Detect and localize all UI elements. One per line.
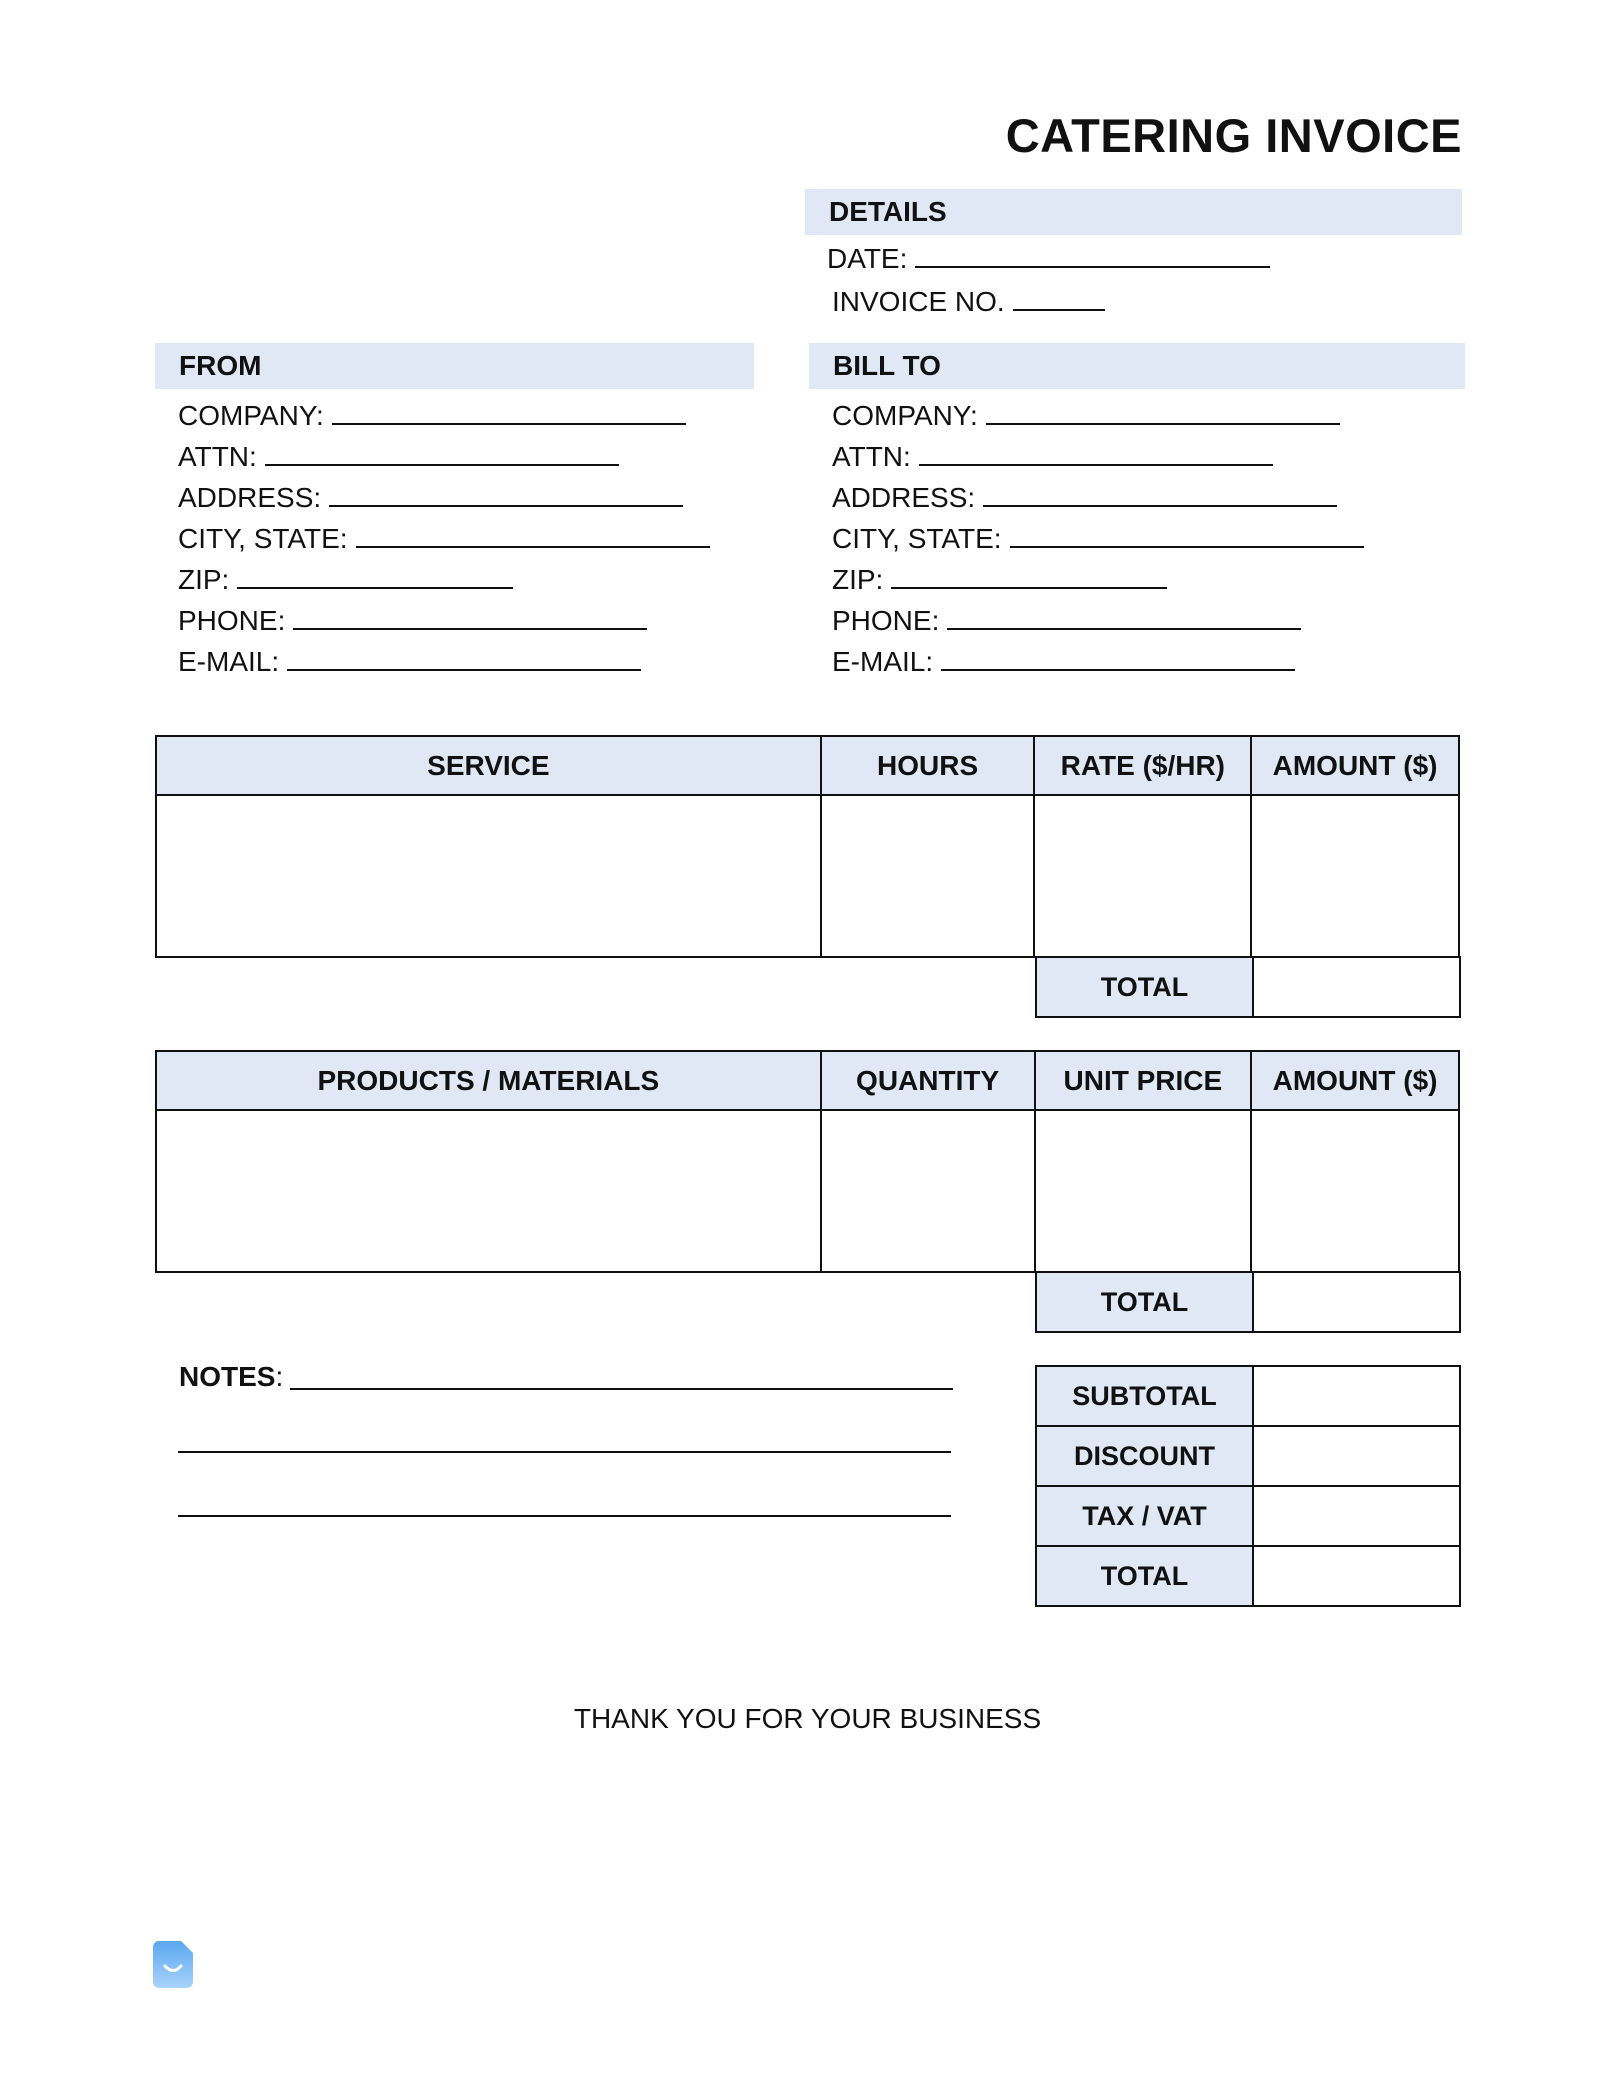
quantity-cell[interactable] bbox=[821, 1110, 1035, 1272]
details-header: DETAILS bbox=[805, 189, 1462, 235]
summary-total-row bbox=[1036, 1546, 1460, 1606]
bill-zip-line[interactable] bbox=[891, 559, 1167, 589]
from-address-label: ADDRESS: bbox=[178, 482, 322, 513]
from-zip-field bbox=[178, 559, 513, 599]
from-email-label: E-MAIL: bbox=[178, 646, 280, 677]
bill-attn-field bbox=[832, 436, 1273, 476]
from-phone-line[interactable] bbox=[293, 600, 647, 630]
products-table bbox=[155, 1050, 1460, 1273]
bill-email-field bbox=[832, 641, 1295, 681]
summary-discount-row bbox=[1036, 1426, 1460, 1486]
col-rate: RATE ($/HR) bbox=[1034, 736, 1251, 795]
service-total-label: TOTAL bbox=[1036, 957, 1253, 1017]
from-zip-line[interactable] bbox=[237, 559, 513, 589]
products-total-table bbox=[1035, 1271, 1461, 1333]
service-table bbox=[155, 735, 1460, 958]
col-products: PRODUCTS / MATERIALS bbox=[156, 1051, 821, 1110]
date-input-line[interactable] bbox=[915, 238, 1270, 268]
invoice-no-field bbox=[832, 281, 1105, 321]
bill-city-state-line[interactable] bbox=[1010, 518, 1364, 548]
from-phone-label: PHONE: bbox=[178, 605, 286, 636]
from-address-field bbox=[178, 477, 683, 517]
bill-address-line[interactable] bbox=[983, 477, 1337, 507]
from-phone-field bbox=[178, 600, 647, 640]
subtotal-value[interactable] bbox=[1253, 1366, 1460, 1426]
invoice-title: CATERING INVOICE bbox=[1005, 109, 1462, 162]
unit-price-cell[interactable] bbox=[1035, 1110, 1252, 1272]
products-cell[interactable] bbox=[156, 1110, 821, 1272]
tax-vat-label: TAX / VAT bbox=[1036, 1486, 1253, 1546]
from-company-field bbox=[178, 395, 686, 435]
discount-value[interactable] bbox=[1253, 1426, 1460, 1486]
summary-subtotal-row bbox=[1036, 1366, 1460, 1426]
col-hours: HOURS bbox=[821, 736, 1035, 795]
products-total-row bbox=[1036, 1272, 1460, 1332]
col-unit-price: UNIT PRICE bbox=[1035, 1051, 1252, 1110]
from-city-state-field bbox=[178, 518, 710, 558]
products-total-value[interactable] bbox=[1253, 1272, 1460, 1332]
notes-label-wrap bbox=[179, 1357, 283, 1397]
grand-total-label: TOTAL bbox=[1036, 1546, 1253, 1606]
from-header: FROM bbox=[155, 343, 754, 389]
notes-line-3[interactable] bbox=[178, 1515, 951, 1517]
summary-table bbox=[1035, 1365, 1461, 1607]
from-zip-label: ZIP: bbox=[178, 564, 230, 595]
grand-total-value[interactable] bbox=[1253, 1546, 1460, 1606]
bill-city-state-field bbox=[832, 518, 1364, 558]
service-body-row bbox=[156, 795, 1459, 957]
from-address-line[interactable] bbox=[329, 477, 683, 507]
service-total-row bbox=[1036, 957, 1460, 1017]
invoice-no-label: INVOICE NO. bbox=[832, 286, 1005, 317]
notes-line-1[interactable] bbox=[290, 1388, 953, 1390]
bill-zip-label: ZIP: bbox=[832, 564, 884, 595]
bill-company-label: COMPANY: bbox=[832, 400, 978, 431]
footer-thanks: THANK YOU FOR YOUR BUSINESS bbox=[573, 1703, 1042, 1734]
service-total-value[interactable] bbox=[1253, 957, 1460, 1017]
discount-label: DISCOUNT bbox=[1036, 1426, 1253, 1486]
bill-address-field bbox=[832, 477, 1337, 517]
hours-cell[interactable] bbox=[821, 795, 1035, 957]
col-quantity: QUANTITY bbox=[821, 1051, 1035, 1110]
bill-phone-field bbox=[832, 600, 1301, 640]
amount-cell[interactable] bbox=[1251, 795, 1459, 957]
bill-attn-line[interactable] bbox=[919, 436, 1273, 466]
rate-cell[interactable] bbox=[1034, 795, 1251, 957]
from-company-label: COMPANY: bbox=[178, 400, 324, 431]
notes-colon: : bbox=[275, 1361, 284, 1392]
service-cell[interactable] bbox=[156, 795, 821, 957]
col-products-amount: AMOUNT ($) bbox=[1251, 1051, 1459, 1110]
products-total-label: TOTAL bbox=[1036, 1272, 1253, 1332]
bill-phone-line[interactable] bbox=[947, 600, 1301, 630]
bill-company-field bbox=[832, 395, 1340, 435]
service-header-row bbox=[156, 736, 1459, 795]
bill-attn-label: ATTN: bbox=[832, 441, 911, 472]
bill-address-label: ADDRESS: bbox=[832, 482, 976, 513]
from-city-state-label: CITY, STATE: bbox=[178, 523, 348, 554]
bill-email-label: E-MAIL: bbox=[832, 646, 934, 677]
date-label: DATE: bbox=[827, 243, 908, 274]
bill-to-header: BILL TO bbox=[809, 343, 1465, 389]
bill-company-line[interactable] bbox=[986, 395, 1340, 425]
subtotal-label: SUBTOTAL bbox=[1036, 1366, 1253, 1426]
notes-line-2[interactable] bbox=[178, 1451, 951, 1453]
products-amount-cell[interactable] bbox=[1251, 1110, 1459, 1272]
from-attn-field bbox=[178, 436, 619, 476]
invoice-no-input-line[interactable] bbox=[1013, 281, 1105, 311]
col-amount: AMOUNT ($) bbox=[1251, 736, 1459, 795]
from-city-state-line[interactable] bbox=[356, 518, 710, 548]
tax-vat-value[interactable] bbox=[1253, 1486, 1460, 1546]
from-attn-label: ATTN: bbox=[178, 441, 257, 472]
date-field bbox=[827, 238, 1270, 278]
from-company-line[interactable] bbox=[332, 395, 686, 425]
from-email-field bbox=[178, 641, 641, 681]
notes-label: NOTES bbox=[179, 1361, 276, 1392]
bill-city-state-label: CITY, STATE: bbox=[832, 523, 1002, 554]
bill-zip-field bbox=[832, 559, 1167, 599]
col-service: SERVICE bbox=[156, 736, 821, 795]
document-smile-icon bbox=[153, 1941, 193, 1988]
service-total-table bbox=[1035, 956, 1461, 1018]
from-attn-line[interactable] bbox=[265, 436, 619, 466]
products-header-row bbox=[156, 1051, 1459, 1110]
from-email-line[interactable] bbox=[287, 641, 641, 671]
bill-email-line[interactable] bbox=[941, 641, 1295, 671]
summary-tax-row bbox=[1036, 1486, 1460, 1546]
products-body-row bbox=[156, 1110, 1459, 1272]
bill-phone-label: PHONE: bbox=[832, 605, 940, 636]
